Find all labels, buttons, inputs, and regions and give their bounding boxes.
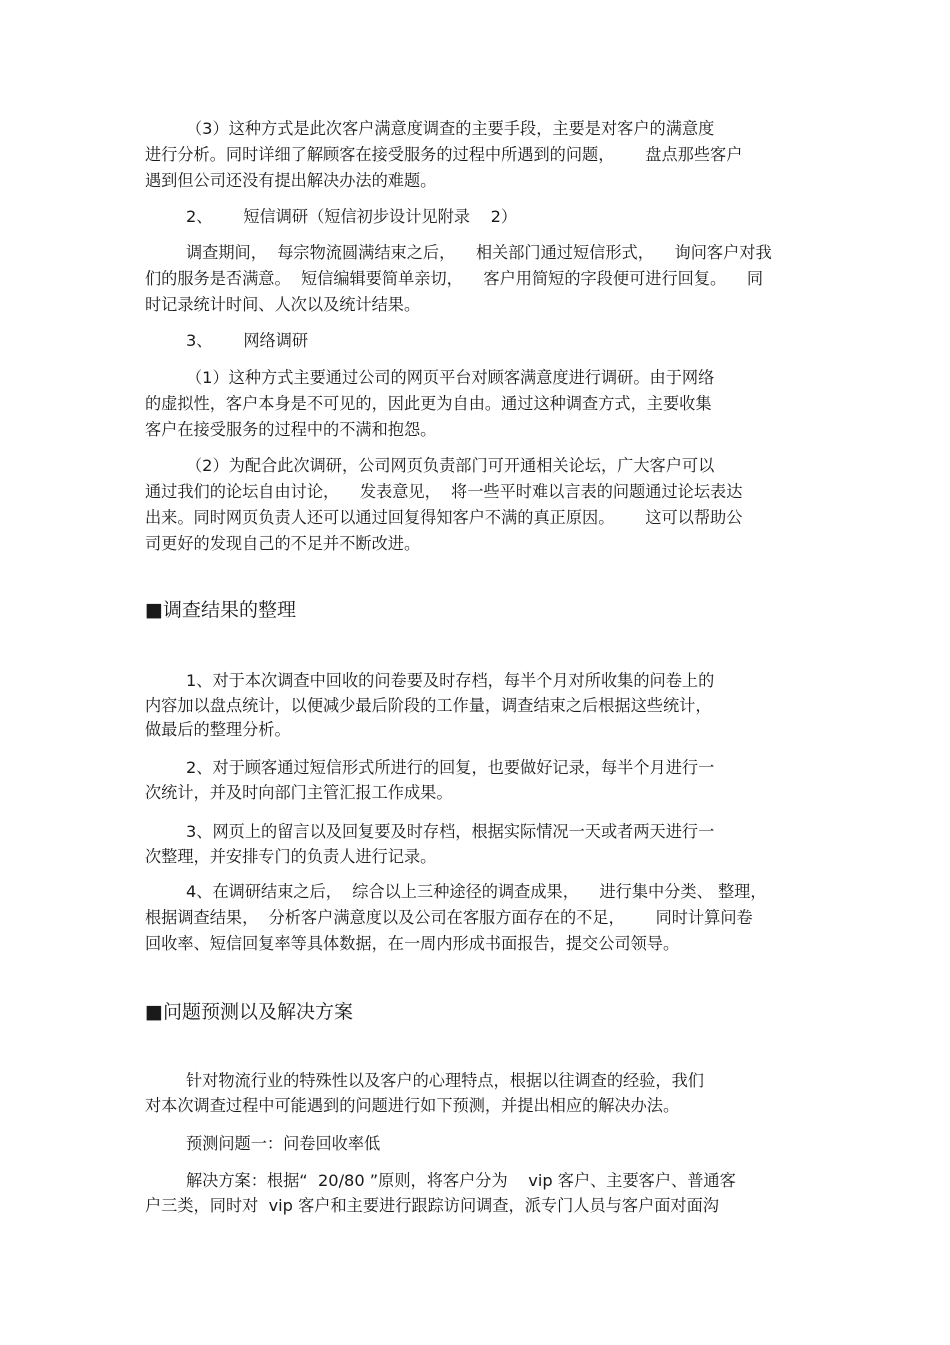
paragraph-line: 对本次调查过程中可能遇到的问题进行如下预测，并提出相应的解决办法。 [145, 1096, 680, 1115]
paragraph-line: 客户在接受服务的过程中的不满和抱怨。 [145, 420, 437, 439]
forecast-question-1: 预测问题一：问卷回收率低 [186, 1134, 381, 1153]
paragraph-line: 进行分析。同时详细了解顾客在接受服务的过程中所遇到的问题， 盘点那些客户 [145, 145, 743, 164]
paragraph-line: 时记录统计时间、人次以及统计结果。 [145, 295, 421, 314]
list-item-sms-survey: 2、 短信调研（短信初步设计见附录 2） [186, 207, 518, 226]
paragraph-line: 针对物流行业的特殊性以及客户的心理特点，根据以往调查的经验，我们 [186, 1071, 704, 1090]
paragraph-line: （3）这种方式是此次客户满意度调查的主要手段，主要是对客户的满意度 [186, 119, 715, 138]
paragraph-line: 次统计，并及时向部门主管汇报工作成果。 [145, 783, 453, 802]
paragraph-line: 2、对于顾客通过短信形式所进行的回复，也要做好记录，每半个月进行一 [186, 758, 715, 777]
paragraph-line: 4、在调研结束之后， 综合以上三种途径的调查成果， 进行集中分类、 整理， [186, 882, 767, 901]
paragraph-line: 内容加以盘点统计，以便减少最后阶段的工作量，调查结束之后根据这些统计， [145, 696, 712, 715]
paragraph-line: 1、对于本次调查中回收的问卷要及时存档，每半个月对所收集的问卷上的 [186, 671, 715, 690]
paragraph-line: 司更好的发现自己的不足并不断改进。 [145, 534, 421, 553]
paragraph-line: 的虚拟性，客户本身是不可见的，因此更为自由。通过这种调查方式，主要收集 [145, 394, 712, 413]
paragraph-line: 根据调查结果， 分析客户满意度以及公司在客服方面存在的不足， 同时计算问卷 [145, 908, 753, 927]
paragraph-line: 3、网页上的留言以及回复要及时存档，根据实际情况一天或者两天进行一 [186, 822, 715, 841]
paragraph-line: 调查期间， 每宗物流圆满结束之后， 相关部门通过短信形式， 询问客户对我 [186, 243, 772, 262]
paragraph-line: 遇到但公司还没有提出解决办法的难题。 [145, 171, 437, 190]
paragraph-line: 通过我们的论坛自由讨论， 发表意见， 将一些平时难以言表的问题通过论坛表达 [145, 482, 743, 501]
paragraph-line: 出来。同时网页负责人还可以通过回复得知客户不满的真正原因。 这可以帮助公 [145, 508, 743, 527]
section-heading-results: ■调查结果的整理 [145, 599, 296, 621]
paragraph-line: 们的服务是否满意。 短信编辑要简单亲切， 客户用简短的字段便可进行回复。 同 [145, 269, 764, 288]
paragraph-line: （2）为配合此次调研，公司网页负责部门可开通相关论坛，广大客户可以 [186, 456, 715, 475]
paragraph-line: （1）这种方式主要通过公司的网页平台对顾客满意度进行调研。由于网络 [186, 368, 715, 387]
paragraph-line: 户三类，同时对 vip 客户和主要进行跟踪访问调查，派专门人员与客户面对面沟 [145, 1196, 719, 1215]
list-item-web-survey: 3、 网络调研 [186, 331, 309, 350]
paragraph-line: 解决方案：根据“ 20/80 ”原则，将客户分为 vip 客户、主要客户、普通客 [186, 1171, 736, 1190]
paragraph-line: 做最后的整理分析。 [145, 720, 291, 739]
section-heading-forecast: ■问题预测以及解决方案 [145, 1001, 353, 1023]
paragraph-line: 回收率、短信回复率等具体数据，在一周内形成书面报告，提交公司领导。 [145, 934, 680, 953]
paragraph-line: 次整理，并安排专门的负责人进行记录。 [145, 847, 437, 866]
